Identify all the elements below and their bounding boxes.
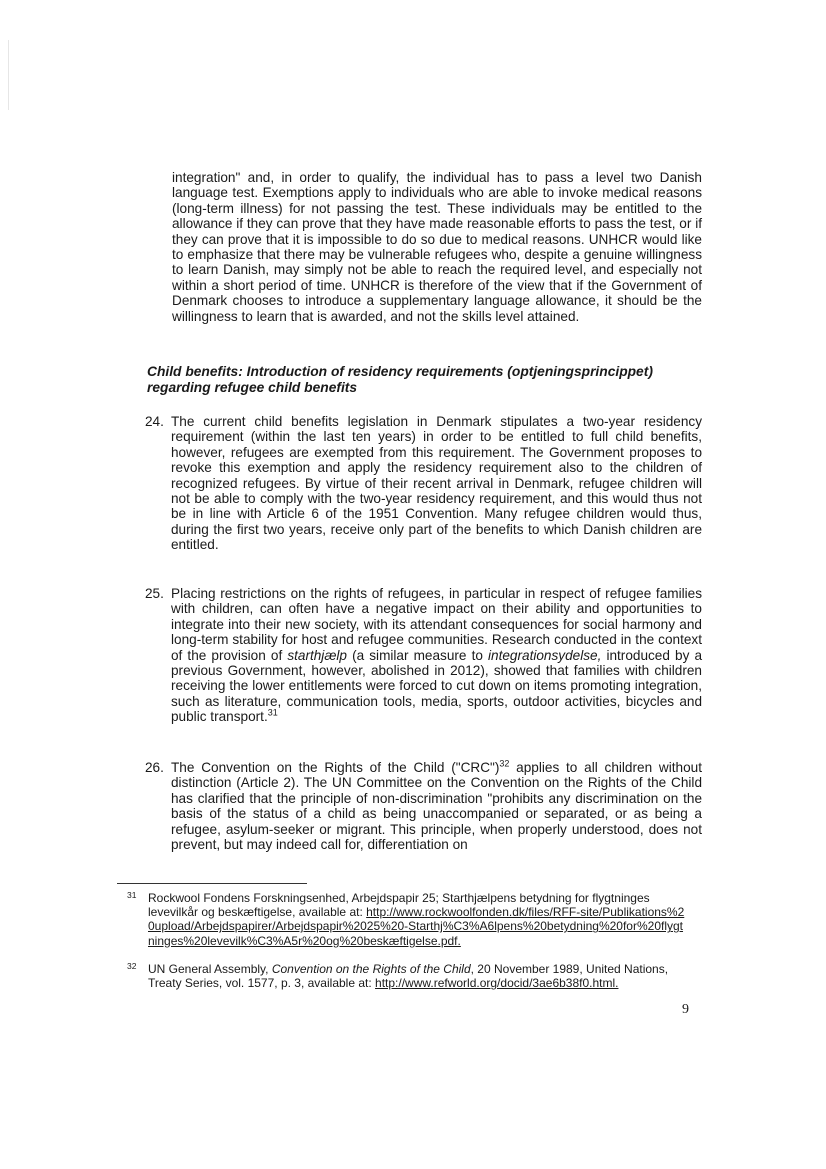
footnote-text [148,962,687,990]
footnote-number: 32 [127,961,137,971]
footnote-separator [117,883,307,884]
footnote-number: 31 [127,890,137,900]
paragraph-text: The current child benefits legislation in Denmark stipulates a two-year residency requirement (within the last ten years) in order to be entitled to full child benefits, however, refugees are exempted from this requirement. The Government proposes to revoke this exemption and apply the residency requirement also to the children of recognized refugees. By virtue of their recent arrival in Denmark, refugee children will not be able to comply with the two-year residency requirement, and this would thus not be in line with Article 6 of the 1951 Convention. Many refugee children would thus, during the first two years, receive only part of the benefits to which Danish children are entitled. [171,414,702,553]
paragraph-24 [145,414,702,553]
footnote-32 [127,962,687,990]
paragraph-number: 24. [145,414,164,429]
paragraph-text [171,586,702,725]
paragraph-26 [145,760,702,852]
text-run: Placing restrictions on the rights of refugees, in particular in respect of refugee families with children, can often have a negative impact on their ability and opportunities to integrate into their new society, with its attendant consequences for social harmony and long-term stability for host and refugee communities. Research conducted in the context of the provision of [171,586,702,663]
text-run: The Convention on the Rights of the Child ("CRC") [171,760,500,775]
italic-term: starthjælp [287,647,347,663]
footnote-reference: 32 [499,758,510,769]
text-run: Rockwool Fondens Forskningsenhed, Arbejdspapir 25; Starthjælpens betydning for flygtninges levevilkår og beskæftigelse, available at: [148,891,650,920]
text-run: UN General Assembly, [148,962,272,976]
italic-title: Convention on the Rights of the Child [271,962,471,976]
paragraph-25 [145,586,702,725]
text-run: , 20 November 1989, United Nations, Treaty Series, vol. 1577, p. 3, available at: [148,962,669,991]
italic-term: integrationsydelse, [488,647,602,663]
footnote-text [148,891,687,948]
paragraph-continuation: integration" and, in order to qualify, the individual has to pass a level two Danish language test. Exemptions apply to individuals who are able to invoke medical reasons (long-term illness) for not passing the test. These individuals may be entitled to the allowance if they can prove that they have made reasonable efforts to pass the test, or if they can prove that it is impossible to do so due to medical reasons. UNHCR would like to emphasize that there may be vulnerable refugees who, despite a genuine willingness to learn Danish, may simply not be able to reach the required level, and especially not within a short period of time. UNHCR is therefore of the view that if the Government of Denmark chooses to introduce a supplementary language allowance, it should be the willingness to learn that is awarded, and not the skills level attained. [172,170,702,324]
text-run: (a similar measure to [347,647,488,663]
section-heading-child-benefits: Child benefits: Introduction of residency requirements (optjeningsprincippet) regarding refugee child benefits [147,364,653,395]
footnote-link[interactable]: http://www.rockwoolfonden.dk/files/RFF-site/Publikations%20upload/Arbejdspapirer/Arbejdspapir%2025%20-Starthj%C3%A6lpens%20betydning%20for%20flygtninges%20levevilk%C3%A5r%20og%20beskæftigelse.pdf. [148,905,685,948]
scan-edge-mark [8,40,9,110]
text-run: applies to all children without distinction (Article 2). The UN Committee on the Convention on the Rights of the Child has clarified that the principle of non-discrimination "prohibits any discrimination on the basis of the status of a child as being unaccompanied or separated, or as being a refugee, asylum-seeker or migrant. This principle, when properly understood, does not prevent, but may indeed call for, differentiation on [171,760,702,853]
footnote-reference: 31 [267,707,278,718]
footnote-31 [127,891,687,948]
paragraph-number: 25. [145,586,164,601]
text-run: introduced by a previous Government, however, abolished in 2012), showed that families with children receiving the lower entitlements were forced to cut down on items promoting integration, such as literature, communication tools, media, sports, outdoor activities, bicycles and public transport. [171,647,703,725]
page-number: 9 [682,1002,689,1017]
paragraph-text [171,760,702,852]
paragraph-number: 26. [145,760,164,775]
footnote-link[interactable]: http://www.refworld.org/docid/3ae6b38f0.html. [375,976,619,991]
